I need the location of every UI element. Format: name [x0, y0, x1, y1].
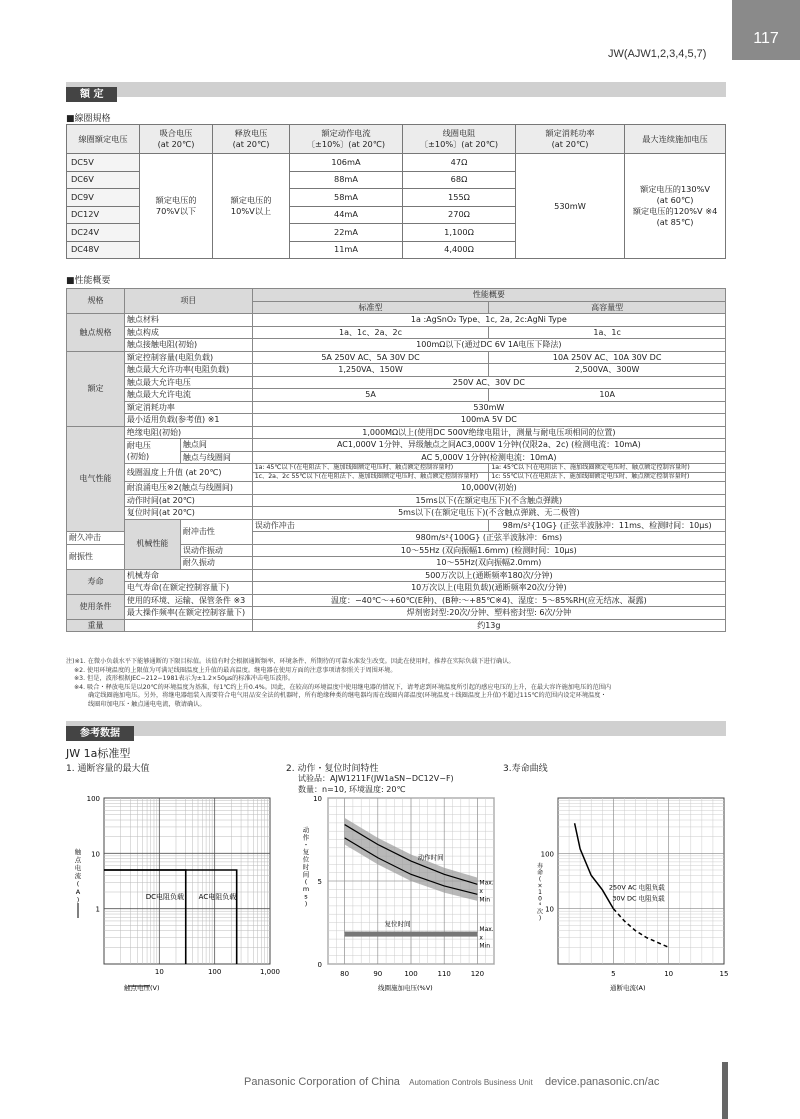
chart1-series-label: AC电阻负载	[198, 892, 237, 901]
item-value: 1a :AgSnO₂ Type、1c, 2a, 2c:AgNi Type	[252, 314, 725, 327]
item-value: 5ms以下(在額定电压下)(不含触点弹跳、无二极管)	[252, 507, 725, 520]
group-weight: 重量	[67, 619, 125, 632]
chart2-label-operate: 动作时间	[417, 853, 444, 862]
item-value: 10～55Hz (双向振幅1.6mm) (检测时间：10μs)	[252, 544, 725, 557]
item-label: 绝缘电阻(初始)	[124, 426, 252, 439]
chart1-y-label: )	[76, 896, 80, 904]
coil-current: 11mA	[290, 241, 403, 259]
footer-company: Panasonic Corporation of China	[244, 1076, 400, 1088]
coil-h1: 吸合电压 (at 20℃)	[140, 125, 213, 154]
chart3-x-label: 通断电流(A)	[610, 984, 646, 992]
item-value: AC1,000V 1分钟、异级触点之间AC3,000V 1分钟(仅限2a、2c) (检测电流：10mA)	[252, 439, 725, 452]
shock-label: 耐冲击性	[180, 519, 252, 544]
group-usage: 使用条件	[67, 594, 125, 619]
item-value: 1a: 45℃以下(在电阻法下、施加线圈额定电压时、触点额定控制容量时)	[252, 464, 489, 473]
item-value: 2,500VA、300W	[489, 364, 726, 377]
h-high-capacity: 高容量型	[489, 301, 726, 314]
item-label: 触点最大允许电流	[124, 389, 252, 402]
coil-voltage: DC9V	[67, 189, 140, 207]
item-value: 温度：−40℃～+60℃(E种)、(B种:～+85℃※4)、湿度：5～85%RH(应无结冰、凝露)	[252, 594, 725, 607]
group-contact: 触点规格	[67, 314, 125, 352]
item-label: 线圈温度上升值 (at 20℃)	[124, 464, 252, 482]
chart2-y-label: ・	[302, 840, 310, 849]
item-value: 10A 250V AC、10A 30V DC	[489, 351, 726, 364]
coil-h2: 释放电压 (at 20℃)	[213, 125, 290, 154]
item-label: 电气寿命(在额定控制容量下)	[124, 582, 252, 595]
page-number: 117	[732, 0, 800, 60]
chart2-x-tick: 90	[373, 970, 383, 978]
chart3-y-label: ⁴	[538, 902, 542, 909]
chart3-y-tick: 10	[545, 905, 554, 914]
item-value: 5A 250V AC、5A 30V DC	[252, 351, 489, 364]
item-label: 耐浪涌电压※2(触点与线圈间)	[124, 482, 252, 495]
chart2-y-tick: 5	[317, 878, 322, 886]
item-label: 最小适用负载(参考值) ※1	[124, 414, 252, 427]
chart2-maxmin-label: x	[479, 934, 483, 942]
chart3-frame	[558, 798, 724, 964]
series-title: JW(AJW1,2,3,4,5,7)	[608, 48, 707, 60]
coil-h6: 最大连续施加电压	[625, 125, 726, 154]
chart1-x-tick: 10	[154, 968, 164, 976]
item-label: 触点最大允许电压	[124, 376, 252, 389]
chart3-y-tick: 100	[540, 850, 554, 859]
h-spec: 规格	[67, 289, 125, 314]
item-label: 触点构成	[124, 326, 252, 339]
item-value: 100mΩ以下(通过DC 6V 1A电压下降法)	[252, 339, 725, 352]
coil-resistance: 155Ω	[403, 189, 516, 207]
h-perf: 性能概要	[252, 289, 725, 302]
chart2-y-label: 间	[302, 870, 310, 879]
item-value: 980m/s²{100G} (正弦半波脉冲：6ms)	[252, 532, 725, 545]
item-value: 10,000V(初始)	[252, 482, 725, 495]
item-label: 触点最大允许功率(电阻负载)	[124, 364, 252, 377]
h-item: 项目	[124, 289, 252, 314]
chart1-y-label: 流	[74, 872, 82, 880]
chart1-series-label: DC电阻负载	[145, 892, 185, 901]
ratings-title: 額 定	[66, 87, 117, 102]
item-value: 100mA 5V DC	[252, 414, 725, 427]
chart1-y-label: 触	[74, 848, 82, 856]
coil-resistance: 4,400Ω	[403, 241, 516, 259]
item-value: 1a、1c	[489, 326, 726, 339]
item-value: 1a、1c、2a、2c	[252, 326, 489, 339]
chart2-label-release: 复位时间	[384, 919, 411, 928]
chart3-x-tick: 15	[719, 970, 729, 978]
coil-pickup: 額定电压的 70%V以下	[140, 154, 213, 259]
item-label: 动作时间(at 20℃)	[124, 494, 252, 507]
chart1-x-tick: 100	[207, 968, 222, 976]
coil-voltage: DC5V	[67, 154, 140, 172]
note: 确定线圈施加电压。另外，将继电器组装入需要符合电气用品安全法的机器时，所有绝缘种类的继电器均需在线圈内部温度(环境温度＋线圈温度上升值)不超过115℃的范围内设定环境温度・	[88, 692, 607, 700]
chart3-series-line	[575, 823, 614, 908]
chart2-title: 2. 动作・复位时间特性	[286, 764, 379, 774]
item-label: 触点与线圈间	[180, 451, 252, 464]
note: ※3. 但是，波形根据JEC−212−1981表示为±1.2×50μs的标准冲击电压波形。	[74, 675, 295, 683]
footer-url: device.panasonic.cn/ac	[544, 1076, 660, 1088]
item-value: 250V AC、30V DC	[252, 376, 725, 389]
chart3-title: 3.寿命曲线	[503, 764, 548, 774]
chart1-y-tick: 10	[91, 850, 100, 859]
chart2-maxmin-label: x	[479, 887, 483, 895]
footer-bar	[722, 1062, 728, 1119]
coil-dropout: 額定电压的 10%V以上	[213, 154, 290, 259]
chart2-maxmin-label: Min	[479, 942, 491, 950]
item-value: 10～55Hz(双向振幅2.0mm)	[252, 557, 725, 570]
coil-voltage: DC24V	[67, 224, 140, 242]
chart3-series-label: 30V DC 电阻负载	[612, 894, 665, 903]
note: 注)※1. 在微小负载水平下能够通断的下限目标值。该值有时会根据通断频率、环境条件、所期待的可靠水准发生改变。因此在使用时，推荐在实际负载下进行确认。	[66, 658, 515, 665]
chart2-maxmin-label: Max.	[479, 926, 494, 934]
chart2-y-label: m	[302, 885, 310, 894]
coil-h3: 額定动作电流 〔±10%〕(at 20℃)	[290, 125, 403, 154]
chart2-y-label: 位	[302, 855, 310, 864]
chart2-conditions: 数量：n=10, 环境温度: 20℃	[298, 785, 406, 794]
chart2-maxmin-label: Max.	[479, 879, 494, 887]
chart1-y-label: A	[75, 888, 81, 896]
note: ※4. 吸合・释放电压是以20℃的环境温度为基准，每1℃约上升0.4%。因此，在较高的环境温度中使用继电器的情况下，请考虑到环境温度所引起的感应电压的上升，在最大容许施加电压的范围内	[74, 683, 612, 691]
item-value: 98m/s²{10G} (正弦半波脉冲：11ms、检测时间：10μs)	[489, 519, 726, 532]
chart3-y-label: (	[538, 876, 542, 883]
chart2-band-release	[345, 932, 478, 937]
item-label: 触点材料	[124, 314, 252, 327]
chart2-y-label: s	[304, 892, 308, 901]
coil-voltage: DC6V	[67, 171, 140, 189]
vibration-label: 耐振性	[67, 544, 125, 569]
item-value: 15ms以下(在額定电压下)(不含触点弹跳)	[252, 494, 725, 507]
coil-resistance: 1,100Ω	[403, 224, 516, 242]
coil-h5: 額定消耗功率 (at 20℃)	[516, 125, 625, 154]
group-life: 寿命	[67, 569, 125, 594]
item-value: 1,250VA、150W	[252, 364, 489, 377]
coil-current: 44mA	[290, 206, 403, 224]
chart3-y-label: )	[538, 915, 542, 922]
chart2-y-tick: 10	[313, 795, 322, 803]
coil-h4: 线圈电阻 〔±10%〕(at 20℃)	[403, 125, 516, 154]
h-standard: 标准型	[252, 301, 489, 314]
chart1-y-label: 电	[74, 864, 82, 872]
item-label: 耐久冲击	[67, 532, 125, 545]
footer	[244, 1076, 659, 1088]
coil-spec-title: ■線圈規格	[66, 114, 111, 124]
chart2-y-label: )	[304, 900, 308, 908]
coil-voltage: DC12V	[67, 206, 140, 224]
coil-power: 530mW	[516, 154, 625, 259]
item-value: 1c、2a、2c 55℃以下(在电阻法下、施加线圈额定电压时、触点额定控制容量时)	[252, 473, 489, 482]
item-value: 10万次以上(电阻负载)(通断频率20次/分钟)	[252, 582, 725, 595]
coil-current: 88mA	[290, 171, 403, 189]
item-value: 1c: 55℃以下(在电阻法下、施加线圈额定电压时、触点额定控制容量时)	[489, 473, 726, 482]
group-rating: 額定	[67, 351, 125, 426]
group-electrical: 电气性能	[67, 426, 125, 532]
chart3-y-label: 寿	[536, 863, 544, 870]
item-value: 1,000MΩ以上(使用DC 500V绝缘电阻计，测量与耐电压项相同的位置)	[252, 426, 725, 439]
performance-title: ■性能概要	[66, 276, 111, 286]
coil-resistance: 68Ω	[403, 171, 516, 189]
chart1-x-tick: 1,000	[259, 968, 281, 976]
item-value: 约13g	[252, 619, 725, 632]
chart2-y-label: 作	[302, 833, 310, 842]
group-mechanical: 机械性能	[124, 519, 180, 569]
reference-title: 参考数据	[66, 726, 134, 741]
chart3-x-tick: 10	[664, 970, 674, 978]
item-value: 5A	[252, 389, 489, 402]
chart3-y-label: 0	[538, 895, 542, 903]
coil-current: 106mA	[290, 154, 403, 172]
chart3-y-label: 次	[536, 908, 544, 916]
chart3-series-label: 250V AC 电阻负载	[608, 883, 665, 892]
item-label: 額定控制容量(电阻负载)	[124, 351, 252, 364]
chart1-title: 1. 通断容量的最大值	[66, 764, 150, 774]
coil-h0: 線圈額定电压	[67, 125, 140, 154]
chart1-frame	[104, 798, 270, 964]
item-label: 耐久振动	[180, 557, 252, 570]
chart1-y-label: (	[76, 880, 80, 888]
footer-division: Automation Controls Business Unit	[409, 1078, 533, 1087]
chart2-y-label: (	[304, 877, 308, 886]
chart2-x-tick: 120	[470, 970, 485, 978]
chart2-y-label: 时	[302, 863, 310, 871]
coil-current: 58mA	[290, 189, 403, 207]
item-value: 10A	[489, 389, 726, 402]
chart2-sample: 试验品：AJW1211F(JW1aSN−DC12V−F)	[298, 774, 454, 783]
item-label: 误动作振动	[180, 544, 252, 557]
coil-max-voltage: 額定电压的130%V (at 60℃) 額定电压的120%V ※4 (at 85℃)	[625, 154, 726, 259]
note: 线圈印加电压・触点通电电流，敬请确认。	[88, 700, 206, 708]
chart1-y-tick: 100	[86, 795, 100, 803]
chart1-y-label: 点	[74, 856, 82, 864]
chart3-x-tick: 5	[611, 970, 616, 978]
item-label: 額定消耗功率	[124, 401, 252, 414]
coil-resistance: 270Ω	[403, 206, 516, 224]
chart3-y-label: 1	[538, 889, 542, 896]
item-value: AC 5,000V 1分钟(检测电流：10mA)	[252, 451, 725, 464]
item-label: 最大操作频率(在额定控制容量下)	[124, 607, 252, 620]
chart2-x-tick: 110	[437, 970, 451, 978]
coil-voltage: DC48V	[67, 241, 140, 259]
item-value: 1a: 45℃以下(在电阻法下、施加线圈额定电压时、触点额定控制容量时)	[489, 464, 726, 473]
coil-current: 22mA	[290, 224, 403, 242]
item-label: 使用的环境、运输、保管条件 ※3	[124, 594, 252, 607]
chart3-y-label: ×	[537, 882, 543, 890]
item-value: 530mW	[252, 401, 725, 414]
chart2-x-label: 线圈施加电压(%V)	[378, 984, 433, 992]
coil-resistance: 47Ω	[403, 154, 516, 172]
chart2-maxmin-label: Min	[479, 896, 491, 904]
note: ※2. 使用环境温度的上限值为可满足线圈温度上升值的最高温度。继电器在使用方面的注意事项请参照关于周围环境。	[74, 666, 397, 674]
chart3-y-label: 命	[536, 869, 544, 877]
item-label: 触点间	[180, 439, 252, 452]
item-label: 机械寿命	[124, 569, 252, 582]
chart2-x-tick: 100	[404, 970, 418, 978]
chart2-y-tick: 0	[317, 961, 322, 969]
item-label: 复位时间(at 20℃)	[124, 507, 252, 520]
chart1-x-label: 触点电压(V)	[124, 984, 160, 992]
chart2-y-label: 复	[302, 848, 310, 857]
item-label: 误动作冲击	[252, 519, 489, 532]
chart2-y-label: 动	[302, 826, 310, 834]
item-value: 500万次以上(通断频率180次/分钟)	[252, 569, 725, 582]
chart2-x-tick: 80	[340, 970, 350, 978]
item-label: 触点接触电阻(初始)	[124, 339, 252, 352]
model-type: JW 1a标准型	[66, 747, 131, 760]
chart1-y-tick: 1	[95, 905, 100, 914]
chart3-series-line	[613, 909, 668, 948]
breakdown-label: 耐电压 (初始)	[124, 439, 180, 464]
item-value: 焊剂密封型:20次/分钟、塑料密封型: 6次/分钟	[252, 607, 725, 620]
